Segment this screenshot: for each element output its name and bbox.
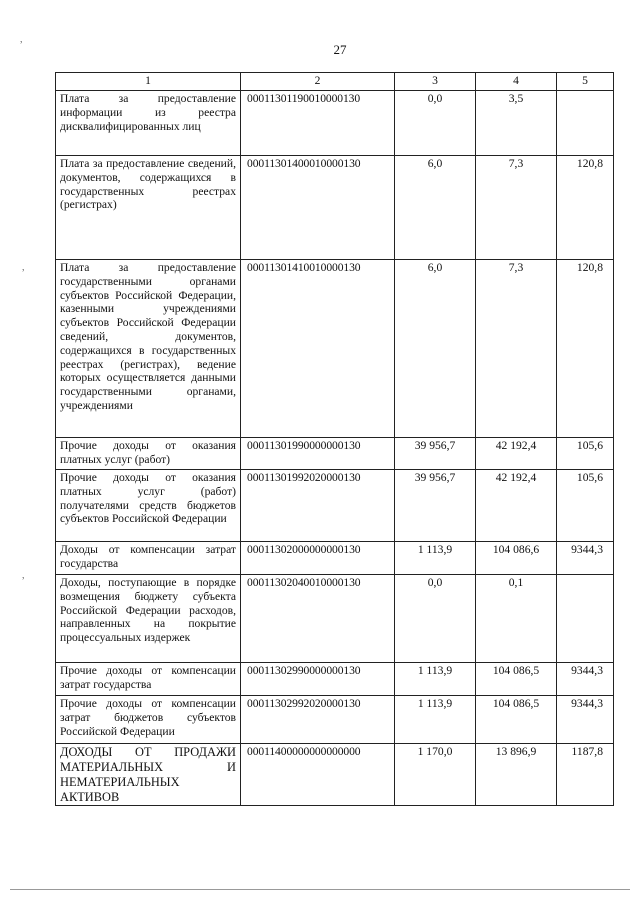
row-name: ДОХОДЫ ОТ ПРОДАЖИ МАТЕРИАЛЬНЫХ И НЕМАТЕРИАЛЬНЫХ АКТИВОВ bbox=[56, 744, 241, 806]
bottom-divider bbox=[10, 889, 630, 890]
header-row bbox=[56, 73, 614, 91]
row-value-5: 120,8 bbox=[557, 260, 614, 438]
col-header-3: 3 bbox=[395, 73, 476, 91]
table-row bbox=[56, 542, 614, 575]
table-row bbox=[56, 663, 614, 696]
row-value-3: 1 113,9 bbox=[395, 663, 476, 696]
row-value-3: 1 113,9 bbox=[395, 696, 476, 744]
col-header-4: 4 bbox=[476, 73, 557, 91]
table-row bbox=[56, 438, 614, 470]
row-value-4: 7,3 bbox=[476, 260, 557, 438]
row-value-5 bbox=[557, 91, 614, 156]
table-row bbox=[56, 156, 614, 260]
row-value-3: 1 170,0 bbox=[395, 744, 476, 806]
row-value-3: 0,0 bbox=[395, 91, 476, 156]
row-name: Доходы, поступающие в порядке возмещения бюджету субъекта Российской Федерации расходов, направленных на покрытие процессуальных издержек bbox=[56, 575, 241, 663]
row-value-4: 42 192,4 bbox=[476, 470, 557, 542]
row-value-4: 13 896,9 bbox=[476, 744, 557, 806]
row-name: Плата за предоставление государственными органами субъектов Российской Федерации, казенными учреждениями субъектов Российской Федерации сведений, документов, содержащихся в государственных реестрах (регистрах), ведение которых осуществляется данными государственными органами, учреждениями bbox=[56, 260, 241, 438]
revenue-table bbox=[55, 72, 614, 806]
row-code: 00011302992020000130 bbox=[241, 696, 395, 744]
row-name: Прочие доходы от оказания платных услуг (работ) bbox=[56, 438, 241, 470]
row-value-5: 105,6 bbox=[557, 438, 614, 470]
row-value-5: 120,8 bbox=[557, 156, 614, 260]
row-value-3: 6,0 bbox=[395, 156, 476, 260]
col-header-1: 1 bbox=[56, 73, 241, 91]
row-code: 00011301990000000130 bbox=[241, 438, 395, 470]
table-row bbox=[56, 470, 614, 542]
col-header-5: 5 bbox=[557, 73, 614, 91]
row-value-3: 0,0 bbox=[395, 575, 476, 663]
row-code: 00011302990000000130 bbox=[241, 663, 395, 696]
row-value-5 bbox=[557, 575, 614, 663]
margin-mark: , bbox=[22, 262, 25, 273]
row-code: 00011400000000000000 bbox=[241, 744, 395, 806]
row-code: 00011301190010000130 bbox=[241, 91, 395, 156]
table-row bbox=[56, 91, 614, 156]
row-value-4: 104 086,5 bbox=[476, 663, 557, 696]
row-value-4: 104 086,6 bbox=[476, 542, 557, 575]
table-row bbox=[56, 696, 614, 744]
table-row bbox=[56, 744, 614, 806]
row-value-5: 1187,8 bbox=[557, 744, 614, 806]
row-value-4: 42 192,4 bbox=[476, 438, 557, 470]
row-value-5: 9344,3 bbox=[557, 663, 614, 696]
row-code: 00011301400010000130 bbox=[241, 156, 395, 260]
row-value-5: 105,6 bbox=[557, 470, 614, 542]
row-value-3: 1 113,9 bbox=[395, 542, 476, 575]
row-name: Плата за предоставление информации из реестра дисквалифицированных лиц bbox=[56, 91, 241, 156]
row-name: Прочие доходы от оказания платных услуг (работ) получателями средств бюджетов субъектов Российской Федерации bbox=[56, 470, 241, 542]
row-code: 00011301992020000130 bbox=[241, 470, 395, 542]
row-value-5: 9344,3 bbox=[557, 696, 614, 744]
row-code: 00011301410010000130 bbox=[241, 260, 395, 438]
row-name: Плата за предоставление сведений, документов, содержащихся в государственных реестрах (регистрах) bbox=[56, 156, 241, 260]
row-name: Доходы от компенсации затрат государства bbox=[56, 542, 241, 575]
row-code: 00011302000000000130 bbox=[241, 542, 395, 575]
table-row bbox=[56, 575, 614, 663]
row-value-4: 7,3 bbox=[476, 156, 557, 260]
row-value-4: 0,1 bbox=[476, 575, 557, 663]
row-value-3: 6,0 bbox=[395, 260, 476, 438]
table-row bbox=[56, 260, 614, 438]
row-code: 00011302040010000130 bbox=[241, 575, 395, 663]
row-value-4: 104 086,5 bbox=[476, 696, 557, 744]
margin-mark: , bbox=[20, 34, 23, 45]
row-value-3: 39 956,7 bbox=[395, 470, 476, 542]
col-header-2: 2 bbox=[241, 73, 395, 91]
row-name: Прочие доходы от компенсации затрат бюджетов субъектов Российской Федерации bbox=[56, 696, 241, 744]
revenue-table-wrapper bbox=[55, 72, 613, 806]
row-name: Прочие доходы от компенсации затрат государства bbox=[56, 663, 241, 696]
margin-mark: , bbox=[22, 570, 25, 581]
row-value-4: 3,5 bbox=[476, 91, 557, 156]
row-value-3: 39 956,7 bbox=[395, 438, 476, 470]
row-value-5: 9344,3 bbox=[557, 542, 614, 575]
page-number: 27 bbox=[333, 42, 347, 57]
